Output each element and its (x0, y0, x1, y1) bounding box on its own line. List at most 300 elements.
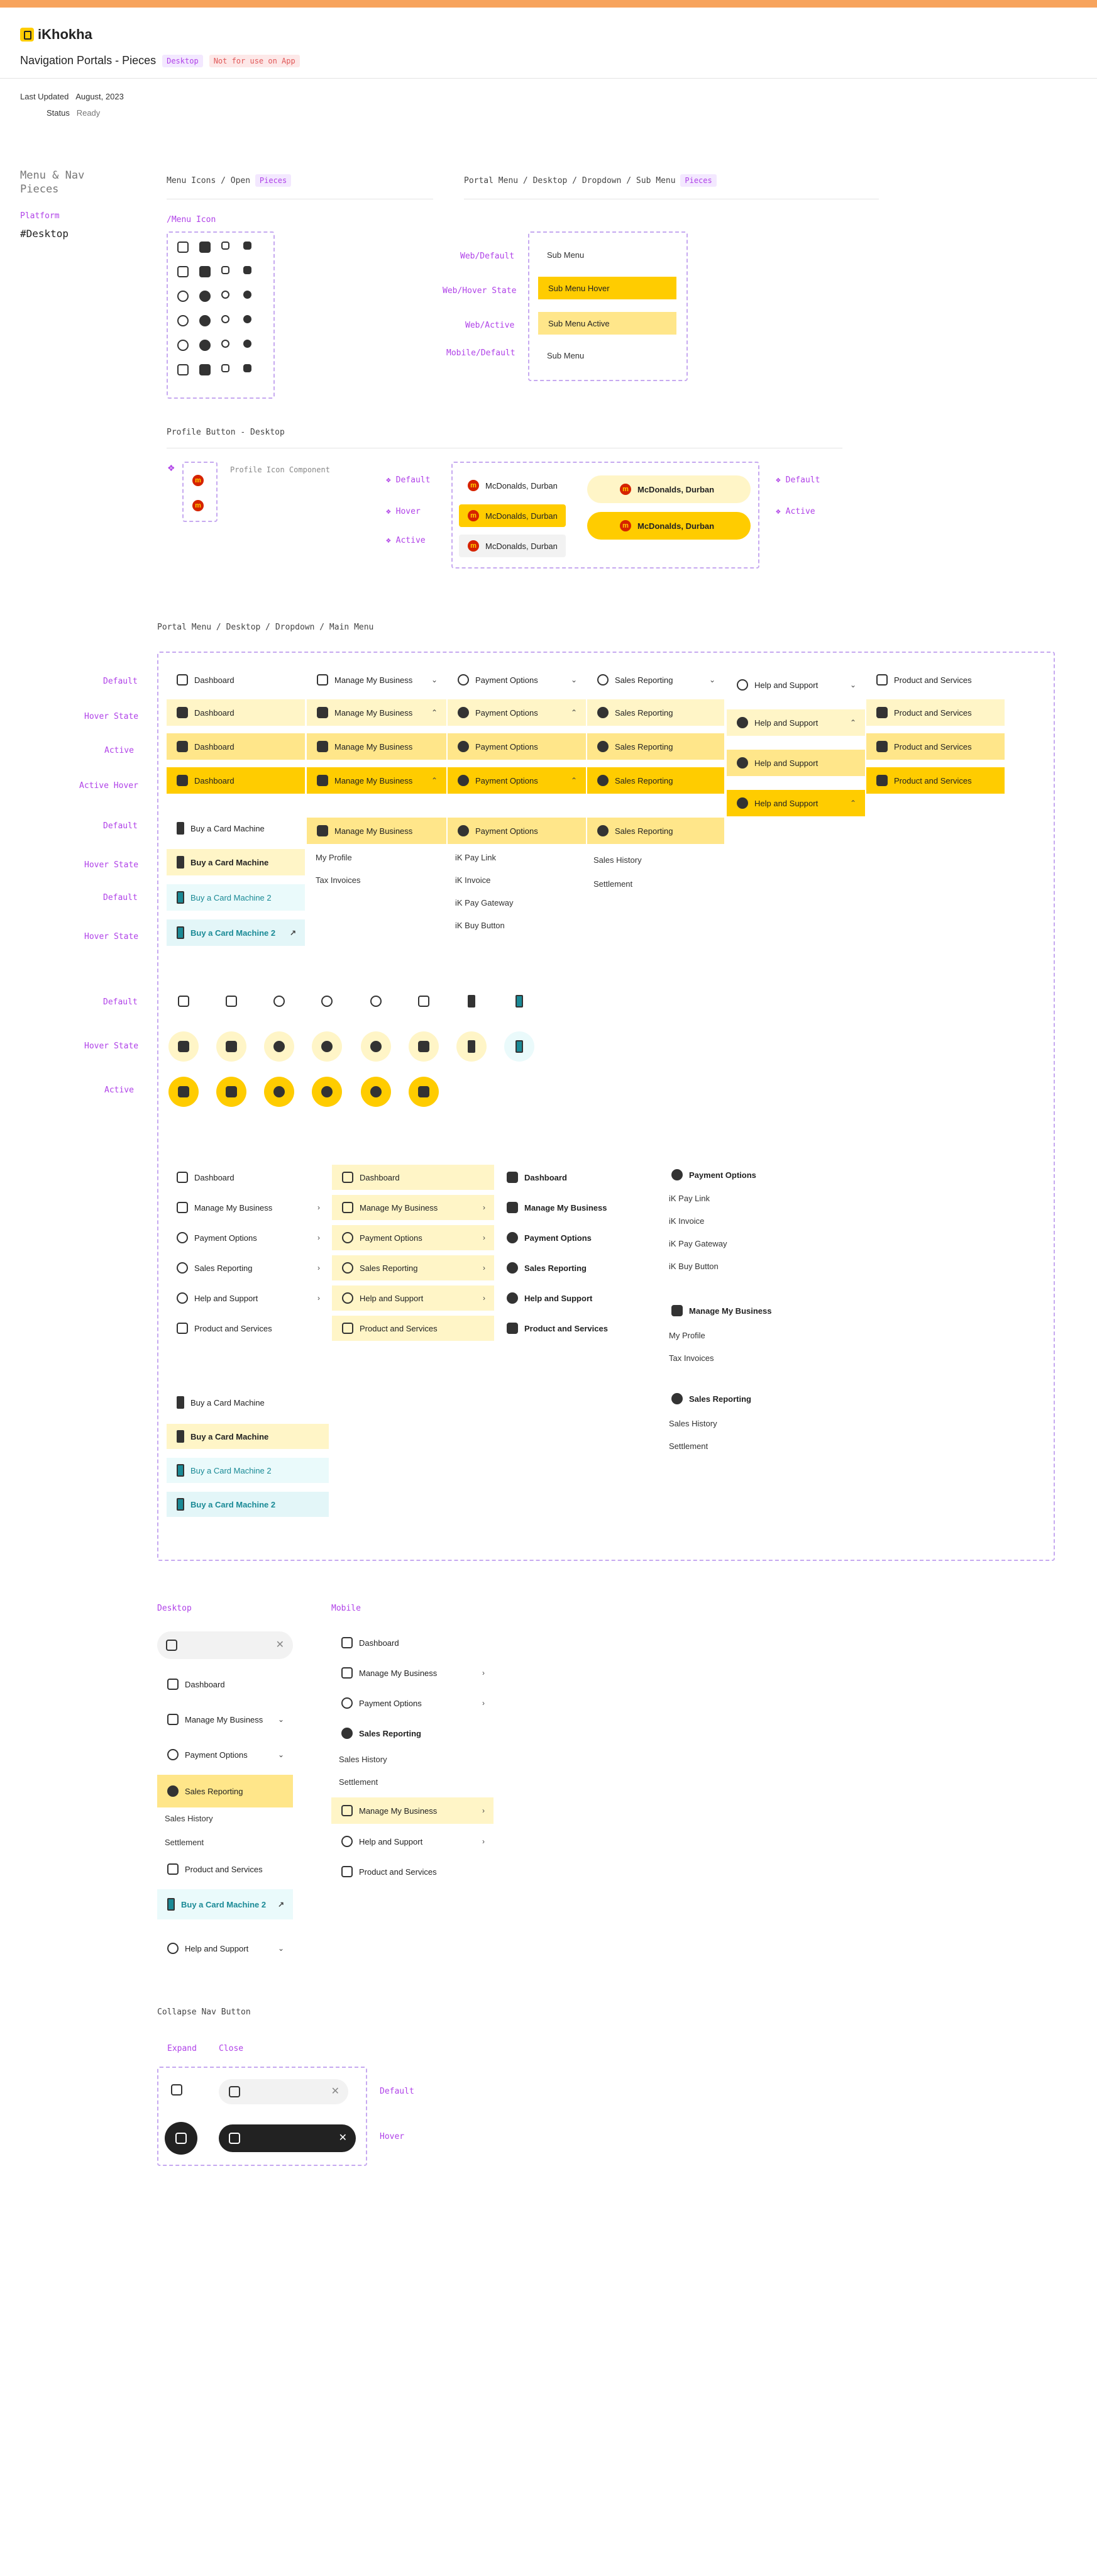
icon-btn-hover-7[interactable] (504, 1031, 534, 1062)
desktop-nav-sales[interactable] (157, 1775, 293, 1807)
list-bold-2[interactable] (497, 1225, 610, 1250)
icon-row-label-active: Active (104, 1085, 134, 1095)
icon-btn-hover-0[interactable] (168, 1031, 199, 1062)
desktop-nav-dashboard[interactable] (157, 1672, 293, 1697)
list-hover-2-label: Payment Options (360, 1233, 422, 1243)
mobile-nav-manage[interactable] (331, 1660, 493, 1685)
basket-icon (418, 1041, 429, 1052)
collapse-expand-hover[interactable] (165, 2122, 197, 2155)
menu-dashboard-r0[interactable] (167, 667, 305, 693)
store-icon (317, 825, 328, 836)
sidebar-title-line2: Pieces (20, 183, 59, 196)
mobile-nav-payment[interactable] (331, 1690, 493, 1716)
submenu-payment-0[interactable]: iK Pay Link (455, 853, 497, 862)
card-machine-icon (177, 891, 184, 904)
header-divider (0, 78, 1097, 79)
main-menu-row-label-6: Default (103, 893, 138, 902)
mcdonalds-logo-icon: m (620, 484, 631, 495)
list-card2-hover[interactable] (167, 1492, 329, 1517)
dollar-icon (341, 1697, 353, 1709)
trend-icon (597, 707, 609, 718)
list-card-default-label: Buy a Card Machine (190, 1397, 265, 1407)
trend-icon (321, 1041, 333, 1052)
list-manage-sub-0[interactable]: My Profile (669, 1331, 705, 1340)
desktop-nav-help[interactable] (157, 1936, 293, 1961)
menu-dollar-r2[interactable] (448, 733, 586, 760)
list-payment-sub-0[interactable]: iK Pay Link (669, 1194, 710, 1203)
store-filled-icon (199, 266, 211, 277)
menu-card2-default[interactable] (167, 884, 305, 911)
list-manage-head[interactable] (661, 1298, 800, 1323)
desktop-nav-dashboard-label: Dashboard (185, 1679, 225, 1689)
card-machine-icon (177, 926, 184, 939)
mobile-nav-help[interactable] (331, 1829, 493, 1854)
dashboard-icon (178, 1086, 189, 1097)
sidebar-toggle-icon (175, 2133, 187, 2144)
help-icon (370, 1086, 382, 1097)
menu-trend-r2[interactable] (587, 733, 724, 760)
profile-icon-hover: m (192, 499, 204, 511)
list-default-3-label: Sales Reporting (194, 1263, 253, 1273)
list-hover-0[interactable] (332, 1165, 494, 1190)
list-bold-5-label: Product and Services (524, 1323, 608, 1333)
list-manage-sub-1[interactable]: Tax Invoices (669, 1353, 714, 1363)
menu-card2-hover[interactable] (167, 919, 305, 946)
menu-basket-r2[interactable] (866, 733, 1005, 760)
chevron-icon: › (317, 1233, 320, 1242)
card-machine-icon (177, 1430, 184, 1443)
menu-dollar-r0[interactable] (448, 667, 586, 693)
icon-btn-default-2[interactable] (264, 986, 294, 1016)
list-default-2[interactable] (167, 1225, 329, 1250)
list-payment-head[interactable] (661, 1162, 800, 1187)
card-machine-icon (177, 822, 184, 835)
menu-dollar-r0-label: Payment Options (475, 675, 538, 685)
menu-dashboard-r1[interactable] (167, 699, 305, 726)
mobile-nav-help-label: Help and Support (359, 1836, 423, 1846)
icon-btn-active-5[interactable] (409, 1077, 439, 1107)
main-menu-row-label-0: Default (103, 677, 138, 686)
list-default-0[interactable] (167, 1165, 329, 1190)
collapse-expand-default[interactable] (171, 2084, 182, 2099)
profile-state-default: ❖ Default (386, 475, 431, 485)
mobile-nav-manage-hover[interactable] (331, 1797, 493, 1824)
mobile-nav-dashboard[interactable] (331, 1630, 493, 1655)
main-menu-title: Portal Menu / Desktop / Dropdown / Main Menu (157, 623, 374, 632)
submenu-item-active[interactable] (538, 312, 676, 335)
basket-icon (341, 1866, 353, 1877)
list-sales-sub-1[interactable]: Settlement (669, 1441, 708, 1451)
basket-icon (507, 1323, 518, 1334)
sidebar-title-line1: Menu & Nav (20, 169, 85, 182)
menu-trend-r3[interactable] (587, 767, 724, 794)
trend-small-icon (221, 315, 229, 323)
list-sales-head[interactable] (661, 1386, 800, 1411)
mcdonalds-logo-icon: m (468, 510, 479, 521)
icon-btn-default-1[interactable] (216, 986, 246, 1016)
menu-dollar-r1[interactable] (448, 699, 586, 726)
icon-btn-active-0[interactable] (168, 1077, 199, 1107)
mcdonalds-logo-icon: m (468, 480, 479, 491)
brand-logo (20, 26, 92, 43)
store-icon (341, 1667, 353, 1679)
basket-small-icon (221, 364, 229, 372)
profile-button-default[interactable] (459, 474, 566, 497)
list-payment-sub-2[interactable]: iK Pay Gateway (669, 1239, 727, 1248)
collapse-state-hover: Hover (380, 2132, 405, 2141)
desktop-nav-card2-label: Buy a Card Machine 2 (181, 1899, 267, 1909)
profile-name: McDonalds, Durban (485, 541, 558, 551)
list-bold-4[interactable] (497, 1285, 610, 1311)
close-icon[interactable]: ✕ (275, 1640, 284, 1650)
list-hover-1[interactable] (332, 1195, 494, 1220)
menu-help-r1[interactable] (727, 709, 865, 736)
desktop-nav-label: Desktop (157, 1604, 192, 1613)
dollar-icon (167, 1749, 179, 1760)
chevron-icon: ⌄ (708, 675, 715, 684)
chevron-icon: ⌃ (431, 708, 438, 717)
store-small-icon (221, 266, 229, 274)
list-bold-0[interactable] (497, 1165, 610, 1190)
list-card-hover[interactable] (167, 1424, 329, 1449)
menu-trend-r1-label: Sales Reporting (615, 708, 673, 718)
list-default-1-label: Manage My Business (194, 1202, 273, 1213)
store-icon (177, 266, 189, 277)
help-icon (370, 1041, 382, 1052)
list-default-3[interactable] (167, 1255, 329, 1280)
icon-btn-default-6[interactable] (456, 986, 487, 1016)
component-diamond-icon: ❖ (167, 463, 175, 473)
menu-store-r3[interactable] (307, 767, 446, 794)
last-updated-label: Last Updated (20, 92, 69, 101)
mobile-nav-manage-hover-label: Manage My Business (359, 1806, 438, 1816)
help-filled-icon (199, 340, 211, 351)
menu-dollar-r2-label: Payment Options (475, 741, 538, 752)
help-icon (737, 797, 748, 809)
list-default-5-label: Product and Services (194, 1323, 272, 1333)
basket-small-filled-icon (243, 364, 251, 372)
chevron-icon: › (482, 1699, 485, 1707)
submenu-item-mobile[interactable]: Sub Menu (547, 351, 585, 360)
menu-dollar-r3[interactable] (448, 767, 586, 794)
menu-trend-r0[interactable] (587, 667, 724, 693)
profile-icon-default: m (192, 474, 204, 486)
chevron-icon: ↗ (277, 1900, 284, 1909)
submenu-badge: Pieces (680, 174, 716, 187)
status (47, 108, 100, 118)
trend-icon (321, 1086, 333, 1097)
list-sales-head-label: Sales Reporting (689, 1394, 751, 1404)
icon-btn-active-1[interactable] (216, 1077, 246, 1107)
help-icon (167, 1943, 179, 1954)
page-title-row (20, 54, 300, 67)
basket-icon (876, 741, 888, 752)
chevron-icon: ⌄ (570, 675, 577, 684)
desktop-nav-payment[interactable] (157, 1742, 293, 1767)
icon-row-label-hover: Hover State (84, 1041, 139, 1051)
list-bold-1[interactable] (497, 1195, 610, 1220)
list-hover-2[interactable] (332, 1225, 494, 1250)
help-icon (177, 340, 189, 351)
list-default-4[interactable] (167, 1285, 329, 1311)
menu-help-r0-label: Help and Support (754, 680, 819, 690)
chevron-icon: › (483, 1294, 485, 1302)
submenu-payment-2[interactable]: iK Pay Gateway (455, 898, 514, 908)
trend-icon (342, 1262, 353, 1274)
card-machine-icon (515, 1040, 523, 1053)
profile-name: McDonalds, Durban (485, 480, 558, 491)
menu-trend-r1[interactable] (587, 699, 724, 726)
menu-basket-r0[interactable] (866, 667, 1005, 693)
icon-btn-hover-2[interactable] (264, 1031, 294, 1062)
menu-dashboard-r3-label: Dashboard (194, 775, 234, 786)
menu-basket-r3-label: Product and Services (894, 775, 972, 786)
dashboard-icon (177, 741, 188, 752)
dashboard-icon (177, 242, 189, 253)
list-default-0-label: Dashboard (194, 1172, 234, 1182)
menu-store-r2-label: Manage My Business (334, 741, 413, 752)
chevron-icon: ↗ (289, 928, 296, 937)
list-sales-sub-0[interactable]: Sales History (669, 1419, 717, 1428)
menu-basket-r3[interactable] (866, 767, 1005, 794)
dashboard-icon (177, 1172, 188, 1183)
collapse-close-label: Close (219, 2044, 244, 2053)
collapse-close-default[interactable] (219, 2079, 348, 2104)
card-machine-icon (515, 995, 523, 1008)
main-menu-row-label-2: Active (104, 746, 134, 755)
dollar-icon (458, 775, 469, 786)
icon-btn-hover-5[interactable] (409, 1031, 439, 1062)
trend-icon (167, 1785, 179, 1797)
profile-button-active[interactable] (459, 535, 566, 557)
trend-icon (597, 741, 609, 752)
card-machine-icon (468, 1040, 475, 1053)
list-default-1[interactable] (167, 1195, 329, 1220)
sidebar-title (20, 169, 84, 196)
close-icon[interactable]: ✕ (331, 2086, 339, 2097)
list-card-default[interactable] (167, 1390, 329, 1415)
dollar-icon (273, 996, 285, 1007)
close-icon[interactable]: ✕ (338, 2133, 347, 2143)
trend-icon (597, 775, 609, 786)
menu-help-r0[interactable] (727, 672, 865, 698)
trend-filled-icon (199, 315, 211, 326)
menu-card-hover[interactable] (167, 849, 305, 875)
profile-pill-state-default-text: Default (785, 475, 820, 485)
submenu-title-text: Portal Menu / Desktop / Dropdown / Sub Menu (464, 176, 676, 186)
collapse-expand-label: Expand (167, 2044, 197, 2053)
submenu-item-hover[interactable] (538, 277, 676, 299)
profile-button-hover[interactable] (459, 504, 566, 527)
menu-help-r3[interactable] (727, 790, 865, 816)
profile-pill-state-active: ❖ Active (776, 507, 815, 516)
collapse-title: Collapse Nav Button (157, 2007, 251, 2017)
menu-card2-default-label: Buy a Card Machine 2 (190, 892, 272, 902)
desktop-nav-sales-history[interactable]: Sales History (165, 1814, 213, 1823)
profile-pill-active[interactable] (587, 512, 751, 540)
submenu-payment-1[interactable]: iK Invoice (455, 875, 491, 885)
icon-btn-hover-1[interactable] (216, 1031, 246, 1062)
menu-basket-r1[interactable] (866, 699, 1005, 726)
profile-state-hover-text: Hover (395, 507, 421, 516)
chevron-icon: ⌄ (431, 675, 438, 684)
menu-payment-open[interactable] (448, 818, 586, 844)
dashboard-icon (507, 1172, 518, 1183)
profile-pill-default[interactable] (587, 475, 751, 503)
desktop-nav-card2[interactable] (157, 1889, 293, 1919)
profile-state-active-text: Active (395, 536, 426, 545)
brand-name: iKhokha (38, 26, 92, 42)
submenu-sales-history[interactable]: Sales History (593, 855, 642, 865)
submenu-settlement[interactable]: Settlement (593, 879, 633, 889)
menu-store-r2[interactable] (307, 733, 446, 760)
menu-card-default[interactable] (167, 815, 305, 841)
desktop-nav-help-label: Help and Support (185, 1943, 249, 1953)
chevron-icon: › (317, 1294, 320, 1302)
help-icon (737, 717, 748, 728)
icon-btn-active-4[interactable] (361, 1077, 391, 1107)
submenu-tax-invoices[interactable]: Tax Invoices (316, 875, 361, 885)
desktop-nav-payment-label: Payment Options (185, 1750, 248, 1760)
mobile-nav-dashboard-label: Dashboard (359, 1638, 399, 1648)
menu-icon-sublabel: /Menu Icon (167, 215, 216, 225)
submenu-my-profile[interactable]: My Profile (316, 853, 352, 862)
chevron-icon: ⌃ (570, 776, 577, 785)
chevron-icon: ⌃ (570, 708, 577, 717)
dollar-icon (458, 741, 469, 752)
desktop-nav-products[interactable] (157, 1857, 293, 1882)
icon-btn-active-3[interactable] (312, 1077, 342, 1107)
desktop-collapse-button[interactable] (157, 1631, 293, 1659)
submenu-item-default[interactable]: Sub Menu (547, 250, 585, 260)
icon-btn-default-4[interactable] (361, 986, 391, 1016)
help-small-icon (221, 340, 229, 348)
list-default-5[interactable] (167, 1316, 329, 1341)
submenu-state-default: Web/Default (460, 252, 515, 261)
dollar-icon (507, 1232, 518, 1243)
basket-icon (177, 1323, 188, 1334)
icon-btn-default-3[interactable] (312, 986, 342, 1016)
last-updated-value: August, 2023 (75, 92, 124, 101)
profile-state-hover: ❖ Hover (386, 507, 421, 516)
menu-trend-r0-label: Sales Reporting (615, 675, 673, 685)
menu-sales-open[interactable] (587, 818, 724, 844)
main-menu-row-label-5: Hover State (84, 860, 139, 870)
list-payment-sub-1[interactable]: iK Invoice (669, 1216, 705, 1226)
list-bold-4-label: Help and Support (524, 1293, 593, 1303)
list-payment-sub-3[interactable]: iK Buy Button (669, 1262, 719, 1271)
desktop-nav-settlement[interactable]: Settlement (165, 1838, 204, 1847)
icon-btn-default-7[interactable] (504, 986, 534, 1016)
chevron-icon: ⌄ (277, 1750, 284, 1759)
menu-store-r0[interactable] (307, 667, 446, 693)
chevron-icon: ⌃ (849, 799, 856, 808)
menu-dashboard-r2-label: Dashboard (194, 741, 234, 752)
profile-icon-frame (182, 462, 218, 522)
chevron-icon: ⌃ (849, 718, 856, 727)
page-title: Navigation Portals - Pieces (20, 54, 157, 67)
trend-icon (597, 825, 609, 836)
dollar-icon (671, 1169, 683, 1180)
list-card2-default[interactable] (167, 1458, 329, 1483)
mobile-nav-label: Mobile (331, 1604, 361, 1613)
menu-dashboard-r3[interactable] (167, 767, 305, 794)
trend-icon (341, 1728, 353, 1739)
basket-icon (342, 1323, 353, 1334)
menu-basket-r2-label: Product and Services (894, 741, 972, 752)
store-icon (177, 1202, 188, 1213)
card-machine-icon (177, 1498, 184, 1511)
profile-name: McDonalds, Durban (485, 511, 558, 521)
menu-help-r2[interactable] (727, 750, 865, 776)
chevron-icon: › (483, 1233, 485, 1242)
mobile-nav-settlement[interactable]: Settlement (339, 1777, 378, 1787)
list-hover-3[interactable] (332, 1255, 494, 1280)
menu-manage-open[interactable] (307, 818, 446, 844)
mobile-nav-payment-label: Payment Options (359, 1698, 422, 1708)
list-hover-0-label: Dashboard (360, 1172, 400, 1182)
dollar-icon (458, 825, 469, 836)
store-icon (226, 1086, 237, 1097)
main-menu-row-label-7: Hover State (84, 932, 139, 941)
icon-btn-hover-6[interactable] (456, 1031, 487, 1062)
collapse-close-hover[interactable] (219, 2124, 356, 2152)
status-label: Status (47, 108, 70, 118)
dollar-icon (458, 674, 469, 686)
desktop-nav-sales-label: Sales Reporting (185, 1786, 243, 1796)
menu-icons-title-text: Menu Icons / Open (167, 176, 251, 186)
chevron-icon: › (482, 1806, 485, 1815)
list-hover-4[interactable] (332, 1285, 494, 1311)
menu-store-r1[interactable] (307, 699, 446, 726)
chevron-icon: ⌃ (431, 776, 438, 785)
mobile-nav-sales-history[interactable]: Sales History (339, 1755, 387, 1764)
mobile-nav-products[interactable] (331, 1859, 493, 1884)
menu-basket-r0-label: Product and Services (894, 675, 972, 685)
basket-icon (177, 364, 189, 375)
dashboard-icon (178, 1041, 189, 1052)
icon-btn-default-5[interactable] (409, 986, 439, 1016)
dashboard-icon (178, 996, 189, 1007)
icon-btn-hover-3[interactable] (312, 1031, 342, 1062)
sidebar-toggle-icon (166, 1640, 177, 1651)
mobile-nav-sales[interactable] (331, 1721, 493, 1746)
icon-btn-active-2[interactable] (264, 1077, 294, 1107)
submenu-payment-3[interactable]: iK Buy Button (455, 921, 505, 930)
menu-dashboard-r2[interactable] (167, 733, 305, 760)
trend-icon (507, 1262, 518, 1274)
list-bold-3[interactable] (497, 1255, 610, 1280)
dashboard-filled-icon (199, 242, 211, 253)
menu-trend-r3-label: Sales Reporting (615, 775, 673, 786)
profile-pill-state-default: ❖ Default (776, 475, 820, 485)
list-hover-5[interactable] (332, 1316, 494, 1341)
icon-btn-hover-4[interactable] (361, 1031, 391, 1062)
basket-icon (418, 996, 429, 1007)
list-default-2-label: Payment Options (194, 1233, 257, 1243)
icon-btn-default-0[interactable] (168, 986, 199, 1016)
profile-name: McDonalds, Durban (637, 521, 715, 531)
list-manage-head-label: Manage My Business (689, 1306, 772, 1316)
menu-icon-grid-inner (177, 242, 265, 375)
desktop-nav-manage[interactable] (157, 1707, 293, 1732)
main-menu-row-label-4: Default (103, 821, 138, 831)
dollar-icon (342, 1232, 353, 1243)
dashboard-icon (342, 1172, 353, 1183)
logo-mark-icon (20, 28, 34, 42)
profile-state-default-text: Default (395, 475, 431, 485)
list-bold-5[interactable] (497, 1316, 610, 1341)
